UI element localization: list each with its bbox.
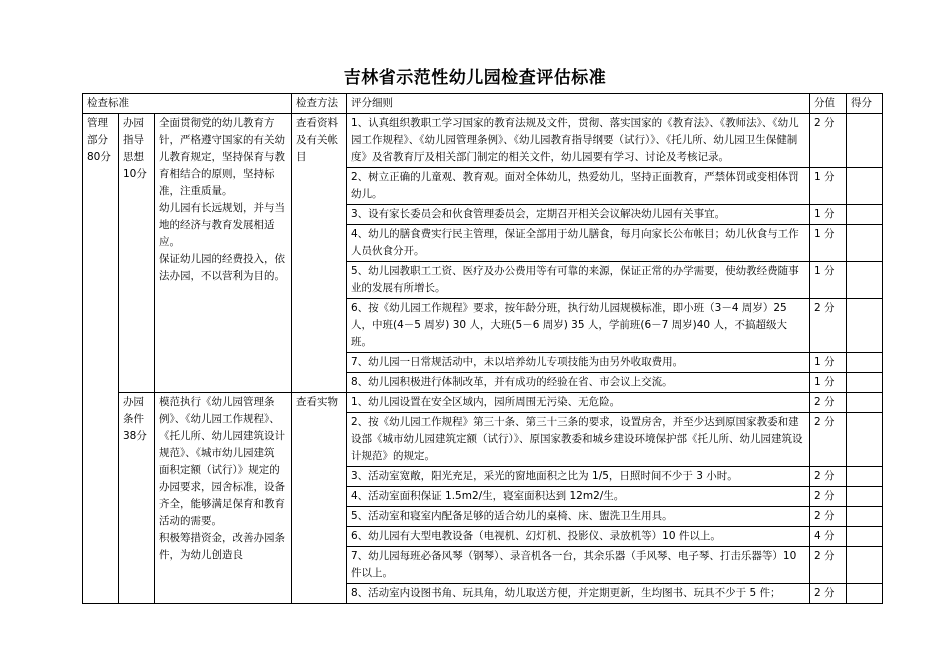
got-cell (847, 507, 883, 527)
got-cell (847, 225, 883, 262)
header-got: 得分 (847, 94, 883, 114)
got-cell (847, 114, 883, 168)
detail-cell: 3、活动室宽敞，阳光充足，采光的窗地面积之比为 1/5，日照时间不少于 3 小时。 (347, 467, 810, 487)
got-cell (847, 413, 883, 467)
standard-desc-para: 积极筹措资金，改善办园条件，为幼儿创造良 (159, 532, 285, 561)
score-cell: 1 分 (810, 168, 847, 205)
detail-cell: 7、幼儿园每班必备风琴（钢琴）、录音机各一台，其余乐器（手风琴、电子琴、打击乐器等）10 件以上。 (347, 547, 810, 584)
detail-cell: 1、认真组织教职工学习国家的教育法规及文件，贯彻、落实国家的《教育法》、《教师法》、《幼儿园工作规程》、《幼儿园管理条例》、《幼儿园教育指导纲要（试行）》、《托儿所、幼儿园卫生保健制度》及省教育厅及相关部门制定的相关文件，幼儿园要有学习、讨论及考核记录。 (347, 114, 810, 168)
standard-desc-cell (155, 393, 292, 604)
got-cell (847, 527, 883, 547)
score-cell: 1 分 (810, 225, 847, 262)
standard-desc-para: 面积定额（试行）》规定的办园要求，园舍标准，设备齐全，能够满足保育和教育活动的需要。 (159, 464, 285, 527)
got-cell (847, 262, 883, 299)
header-method: 检查方法 (292, 94, 347, 114)
score-cell: 2 分 (810, 114, 847, 168)
score-cell: 1 分 (810, 205, 847, 225)
score-cell: 2 分 (810, 467, 847, 487)
got-cell (847, 547, 883, 584)
detail-cell: 6、按《幼儿园工作规程》要求，按年龄分班，执行幼儿园规模标准，即小班（3－4 周岁）25 人，中班(4－5 周岁) 30 人，大班(5－6 周岁) 35 人，学前班(6－7 周岁)40 人，不搞超级大班。 (347, 299, 810, 353)
subcategory-cell: 办园条件38分 (119, 393, 155, 604)
score-cell: 1 分 (810, 262, 847, 299)
detail-cell: 8、活动室内设图书角、玩具角，幼儿取送方便，并定期更新，生均图书、玩具不少于 5 件； (347, 584, 810, 604)
standard-desc-cell (155, 114, 292, 393)
header-row (83, 94, 883, 114)
standard-desc-para: 全面贯彻党的幼儿教育方针，严格遵守国家的有关幼儿教育规定，坚持保育与教育相结合的原则，坚持标准，注重质量。 (159, 117, 285, 197)
header-standard: 检查标准 (83, 94, 292, 114)
score-cell: 2 分 (810, 584, 847, 604)
score-cell: 2 分 (810, 413, 847, 467)
table-row (83, 393, 883, 413)
standard-desc-para: 幼儿园有长远规划，并与当地的经济与教育发展相适应。 (159, 202, 285, 248)
got-cell (847, 373, 883, 393)
category-cell: 管理部分80分 (83, 114, 119, 604)
got-cell (847, 353, 883, 373)
score-cell: 2 分 (810, 299, 847, 353)
score-cell: 1 分 (810, 353, 847, 373)
detail-cell: 5、幼儿园教职工工资、医疗及办公费用等有可靠的来源，保证正常的办学需要，使幼教经费随事业的发展有所增长。 (347, 262, 810, 299)
detail-cell: 2、树立正确的儿童观、教育观。面对全体幼儿，热爱幼儿，坚持正面教育，严禁体罚或变相体罚幼儿。 (347, 168, 810, 205)
standard-desc-para: 保证幼儿园的经费投入，依法办园，不以营利为目的。 (159, 253, 285, 282)
detail-cell: 4、幼儿的膳食费实行民主管理，保证全部用于幼儿膳食，每月向家长公布帐目；幼儿伙食与工作人员伙食分开。 (347, 225, 810, 262)
detail-cell: 2、按《幼儿园工作规程》第三十条、第三十三条的要求，设置房舍，并至少达到原国家教委和建设部《城市幼儿园建筑定额（试行）》、原国家教委和城乡建设环境保护部《托儿所、幼儿园建筑设计规范》的规定。 (347, 413, 810, 467)
detail-cell: 1、幼儿园设置在安全区域内，园所周围无污染、无危险。 (347, 393, 810, 413)
detail-cell: 8、幼儿园积极进行体制改革，并有成功的经验在省、市会议上交流。 (347, 373, 810, 393)
document-title: 吉林省示范性幼儿园检查评估标准 (343, 68, 607, 88)
score-cell: 2 分 (810, 547, 847, 584)
standard-desc-para: 模范执行《幼儿园管理条例》、《幼儿园工作规程》、《托儿所、幼儿园建筑设计规范》、《城市幼儿园建筑 (159, 396, 285, 459)
got-cell (847, 487, 883, 507)
got-cell (847, 584, 883, 604)
detail-cell: 7、幼儿园一日常规活动中，未以培养幼儿专项技能为由另外收取费用。 (347, 353, 810, 373)
method-cell: 查看实物 (292, 393, 347, 604)
detail-cell: 4、活动室面积保证 1.5m2/生，寝室面积达到 12m2/生。 (347, 487, 810, 507)
detail-cell: 6、幼儿园有大型电教设备（电视机、幻灯机、投影仪、录放机等）10 件以上。 (347, 527, 810, 547)
header-details: 评分细则 (347, 94, 810, 114)
got-cell (847, 299, 883, 353)
header-score: 分值 (810, 94, 847, 114)
method-cell: 查看资料及有关帐目 (292, 114, 347, 393)
detail-cell: 5、活动室和寝室内配备足够的适合幼儿的桌椅、床、盥洗卫生用具。 (347, 507, 810, 527)
got-cell (847, 205, 883, 225)
evaluation-table (82, 93, 883, 604)
score-cell: 4 分 (810, 527, 847, 547)
got-cell (847, 467, 883, 487)
score-cell: 2 分 (810, 487, 847, 507)
score-cell: 1 分 (810, 373, 847, 393)
score-cell: 2 分 (810, 507, 847, 527)
got-cell (847, 393, 883, 413)
detail-cell: 3、设有家长委员会和伙食管理委员会，定期召开相关会议解决幼儿园有关事宜。 (347, 205, 810, 225)
got-cell (847, 168, 883, 205)
table-row (83, 114, 883, 168)
score-cell: 2 分 (810, 393, 847, 413)
subcategory-cell: 办园指导思想10分 (119, 114, 155, 393)
